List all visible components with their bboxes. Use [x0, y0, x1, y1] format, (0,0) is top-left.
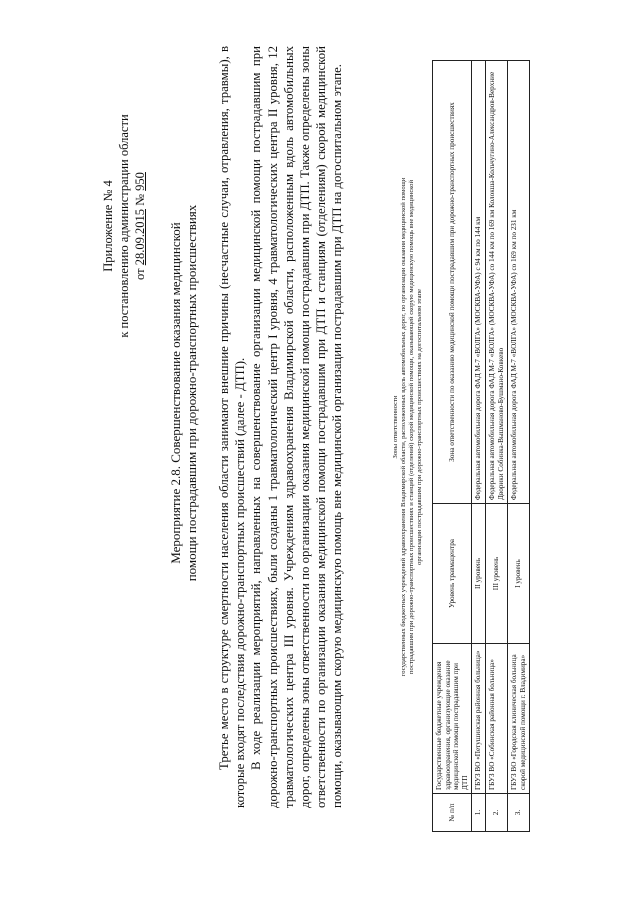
table-header-row — [433, 60, 472, 831]
table-row — [485, 60, 507, 831]
section-title-line2: помощи пострадавшим при дорожно-транспортных происшествиях — [184, 204, 199, 581]
row-num: 3. — [508, 793, 530, 831]
row-organization: ГБУЗ ВО «Собинская районная больница» — [485, 643, 507, 793]
row-level: I уровень — [508, 503, 530, 643]
row-level: III уровень — [485, 503, 507, 643]
table-caption — [392, 46, 424, 808]
row-num: 1. — [472, 793, 486, 831]
header-num: № п/п — [433, 793, 472, 831]
table-row — [472, 60, 486, 831]
number-prefix: № — [133, 193, 147, 206]
paragraph-2: В ходе реализации мероприятий, направленных на совершенствование организации медицинской помощи пострадавшим при дорожно-транспортных происшествиях, были созданы 1 травматологический центр I уровня, 4 травматологических центра II уровня, 12 травматологических центра III уровня. Учреждениям здравоохранения Владимирской области, расположенным вдоль автомобильных дорог, определены зоны ответственности по организации оказания медицинской помощи пострадавшим при ДТП. Также определены зоны ответственности по организации оказания медицинской помощи пострадавшим при ДТП и станциям (отделениям) скорой медицинской помощи, оказывающим скорую медицинскую помощь вне медицинской организации пострадавшим при ДТП на догоспитальном этапе. — [249, 45, 345, 808]
row-organization: ГБУЗ ВО «Городская клиническая больница скорой медицинской помощи г. Владимира» — [508, 643, 530, 793]
row-organization: ГБУЗ ВО «Петушинская районная больница» — [472, 643, 486, 793]
row-num: 2. — [485, 793, 507, 831]
header-zone: Зона ответственности по оказанию медицинской помощи пострадавшим при дорожно-транспортных происшествиях — [433, 60, 472, 503]
document-page — [40, 28, 600, 878]
decree-number: 950 — [133, 171, 147, 191]
row-zone: Федеральная автомобильная дорога ФАД М-7 «ВОЛГА» (МОСКВА-УФА) со 169 км по 231 км — [508, 60, 530, 503]
caption-line2: государственных бюджетных учреждений здравоохранения Владимирской области, расположенных вдоль автомобильных дорог, по организации оказания медицинской помощи — [400, 177, 407, 676]
appendix-header — [100, 66, 148, 386]
appendix-number: Приложение № 4 — [101, 179, 115, 272]
section-title-line1: Мероприятие 2.8. Совершенствование оказания медицинской — [168, 221, 183, 564]
paragraph-1: Третье место в структуре смертности населения области занимают внешние причины (несчастные случаи, отравления, травмы), в которые входят последствия дорожно-транспортных происшествий (далее - ДТП). — [217, 45, 248, 808]
row-zone: Федеральная автомобильная дорога ФАД М-7 «ВОЛГА» (МОСКВА-УФА) с 94 км по 144 км — [472, 60, 486, 503]
header-level: Уровень травмацентра — [433, 503, 472, 643]
caption-line3: пострадавшим при дорожно-транспортных происшествиях и станций (отделений) скорой медицинской помощи, оказывающей скорую медицинскую помощь вне медицинской — [408, 179, 415, 674]
row-zone: Федеральная автомобильная дорога ФАД М-7 «ВОЛГА» (МОСКВА-УФА) со 144 км по 169 км Колокша-Кольчугино-Александров-Верхние Дворики Собинка-Вышманово-Бушмано-Ковкево — [485, 60, 507, 503]
header-organization: Государственные бюджетные учреждения здравоохранения, организующие оказание медицинской помощи пострадавшим при ДТП — [433, 643, 472, 793]
decree-date-line — [132, 66, 148, 386]
section-title — [168, 73, 200, 713]
date-prefix: от — [133, 267, 147, 280]
decree-reference: к постановлению администрации области — [117, 113, 131, 338]
caption-line4: организации пострадавшим при дорожно-транспортных происшествиях на догоспитальном этапе — [416, 288, 423, 565]
responsibility-table — [432, 60, 530, 832]
row-level: II уровень — [472, 503, 486, 643]
decree-date: 28.09.2015 — [133, 208, 147, 265]
table-row — [508, 60, 530, 831]
body-text — [216, 46, 346, 808]
caption-line1: Зоны ответственности — [392, 395, 399, 458]
